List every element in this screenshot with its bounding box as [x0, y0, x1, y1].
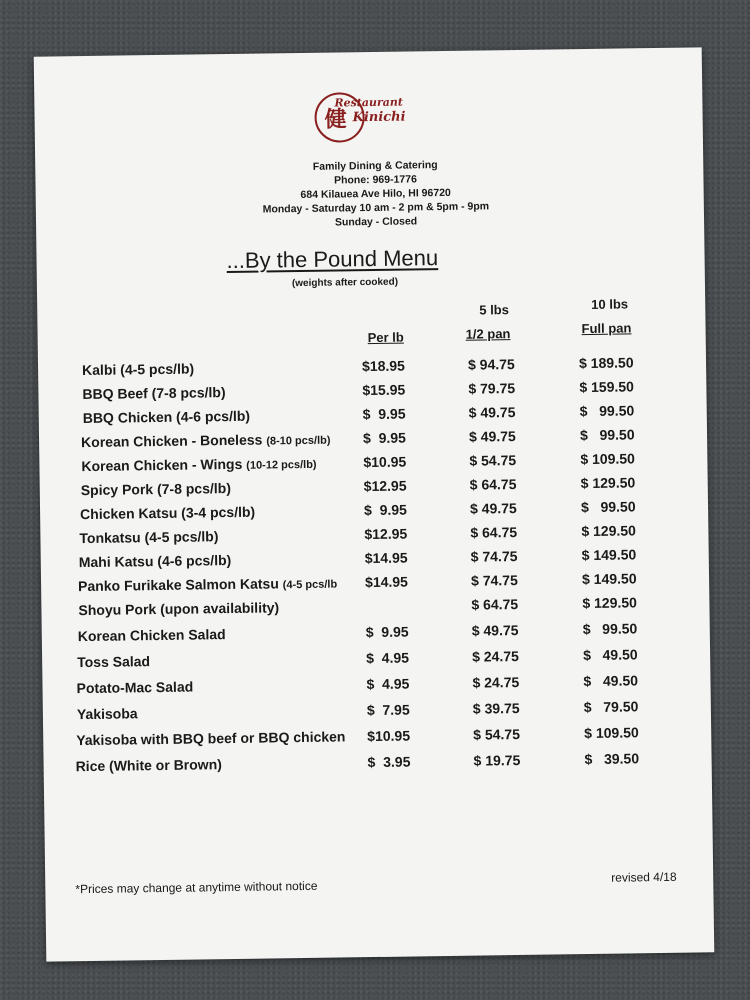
item-price-half-pan: $ 54.75 — [469, 452, 517, 469]
item-price-per-lb: $ 4.95 — [366, 649, 410, 667]
item-price-full-pan: $ 129.50 — [580, 474, 636, 492]
item-name-text: Korean Chicken - Boneless — [80, 431, 263, 451]
item-price-per-lb: $ 9.95 — [365, 623, 409, 641]
menu-row — [42, 619, 710, 648]
item-price-full-pan: $ 49.50 — [583, 646, 638, 664]
logo-restaurant-text: Restaurant — [334, 95, 404, 110]
item-name: BBQ Chicken (4-6 pcs/lb) — [82, 407, 251, 427]
menu-row — [41, 593, 709, 622]
item-price-full-pan: $ 79.50 — [583, 698, 639, 716]
item-price-half-pan: $ 94.75 — [467, 356, 515, 373]
item-name: BBQ Beef (7-8 pcs/lb) — [82, 384, 226, 403]
item-name: Potato-Mac Salad — [76, 678, 194, 697]
item-note: (8-10 pcs/lb) — [266, 434, 331, 448]
menu-sheet — [34, 47, 715, 961]
item-name-text: Panko Furikake Salmon Katsu — [77, 575, 279, 595]
item-price-half-pan: $ 64.75 — [470, 524, 518, 541]
item-price-per-lb: $ 9.95 — [362, 405, 406, 423]
item-price-half-pan: $ 39.75 — [472, 699, 520, 717]
item-price-per-lb: $14.95 — [364, 549, 408, 567]
item-price-per-lb: $ 9.95 — [362, 429, 407, 447]
item-price-per-lb: $15.95 — [362, 381, 406, 399]
item-name: Rice (White or Brown) — [75, 756, 222, 775]
item-note: (10-12 pcs/lb) — [246, 458, 317, 472]
item-name: Toss Salad — [77, 653, 151, 671]
item-price-full-pan: $ 99.50 — [579, 402, 635, 420]
item-price-full-pan: $ 149.50 — [581, 546, 637, 564]
item-name: Yakisoba — [76, 705, 138, 723]
item-price-full-pan: $ 99.50 — [580, 498, 636, 516]
item-price-half-pan: $ 64.75 — [471, 595, 519, 613]
item-name: Chicken Katsu (3-4 pcs/lb) — [79, 503, 256, 523]
col-10lbs: 10 lbs — [591, 296, 629, 312]
col-5lbs: 5 lbs — [479, 302, 510, 318]
logo-kanji: 健 — [324, 106, 347, 133]
item-price-half-pan: $ 24.75 — [472, 647, 519, 665]
item-price-full-pan: $ 39.50 — [584, 750, 640, 768]
item-price-per-lb: $ 3.95 — [367, 753, 411, 771]
item-price-half-pan: $ 49.75 — [469, 500, 517, 517]
item-name: Spicy Pork (7-8 pcs/lb) — [80, 479, 232, 499]
item-price-half-pan: $ 49.75 — [468, 404, 516, 421]
info-line-1: Family Dining & Catering — [312, 159, 438, 173]
item-note: (4-5 pcs/lb — [282, 578, 338, 592]
menu-row — [43, 723, 711, 752]
item-name — [81, 431, 331, 450]
revision-date: revised 4/18 — [611, 869, 677, 885]
item-price-half-pan: $ 64.75 — [469, 476, 517, 493]
logo-name-text: Kinichi — [352, 109, 406, 126]
item-price-half-pan: $ 24.75 — [472, 673, 520, 691]
item-name-text: Korean Chicken - Wings — [81, 455, 243, 475]
item-name: Shoyu Pork (upon availability) — [78, 599, 280, 619]
menu-subtitle: (weights after cooked) — [291, 276, 399, 290]
item-price-full-pan: $ 149.50 — [581, 570, 637, 588]
price-disclaimer: *Prices may change at anytime without notice — [75, 878, 318, 897]
item-name: Yakisoba with BBQ beef or BBQ chicken — [76, 728, 346, 749]
item-name: Tonkatsu (4-5 pcs/lb) — [79, 528, 219, 547]
item-price-half-pan: $ 74.75 — [470, 548, 518, 565]
item-name — [81, 455, 316, 474]
item-price-full-pan: $ 159.50 — [579, 378, 634, 396]
col-half-pan: 1/2 pan — [465, 326, 511, 342]
item-price-full-pan: $ 49.50 — [583, 672, 639, 690]
item-price-full-pan: $ 99.50 — [582, 620, 638, 638]
item-price-full-pan: $ 109.50 — [584, 724, 639, 742]
info-address: 684 Kilauea Ave Hilo, HI 96720 — [300, 186, 451, 201]
item-price-half-pan: $ 49.75 — [468, 428, 516, 445]
item-price-full-pan: $ 129.50 — [582, 594, 638, 612]
item-price-per-lb: $18.95 — [361, 357, 406, 375]
item-price-full-pan: $ 189.50 — [578, 354, 634, 372]
menu-title: ...By the Pound Menu — [226, 245, 439, 274]
restaurant-info — [185, 156, 566, 231]
menu-row — [44, 749, 712, 778]
item-price-half-pan: $ 54.75 — [473, 725, 521, 743]
menu-row — [42, 671, 710, 700]
item-price-per-lb: $ 4.95 — [366, 675, 410, 693]
item-price-per-lb: $10.95 — [363, 453, 407, 471]
item-price-per-lb: $10.95 — [367, 727, 411, 745]
item-price-full-pan: $ 129.50 — [581, 522, 636, 540]
item-price-per-lb: $12.95 — [364, 525, 408, 543]
item-price-half-pan: $ 79.75 — [468, 380, 516, 397]
restaurant-logo — [314, 91, 425, 153]
info-hours: Monday - Saturday 10 am - 2 pm & 5pm - 9pm — [262, 200, 490, 216]
item-price-half-pan: $ 19.75 — [473, 751, 521, 769]
info-phone: Phone: 969-1776 — [333, 173, 417, 187]
item-name — [78, 575, 337, 595]
item-price-half-pan: $ 49.75 — [471, 621, 519, 639]
item-name: Kalbi (4-5 pcs/lb) — [81, 360, 195, 379]
item-price-per-lb: $ 7.95 — [366, 701, 410, 719]
menu-row — [42, 645, 710, 674]
col-per-lb: Per lb — [367, 329, 404, 346]
menu-row — [43, 697, 711, 726]
item-price-per-lb: $ 9.95 — [363, 501, 408, 519]
item-price-per-lb: $14.95 — [364, 573, 409, 591]
item-name: Mahi Katsu (4-6 pcs/lb) — [78, 551, 232, 571]
item-price-full-pan: $ 99.50 — [579, 426, 635, 444]
item-price-half-pan: $ 74.75 — [470, 572, 518, 589]
item-price-per-lb: $12.95 — [363, 477, 407, 495]
item-price-full-pan: $ 109.50 — [580, 450, 635, 468]
col-full-pan: Full pan — [581, 320, 632, 337]
info-closed: Sunday - Closed — [334, 215, 418, 229]
item-name: Korean Chicken Salad — [77, 626, 226, 645]
